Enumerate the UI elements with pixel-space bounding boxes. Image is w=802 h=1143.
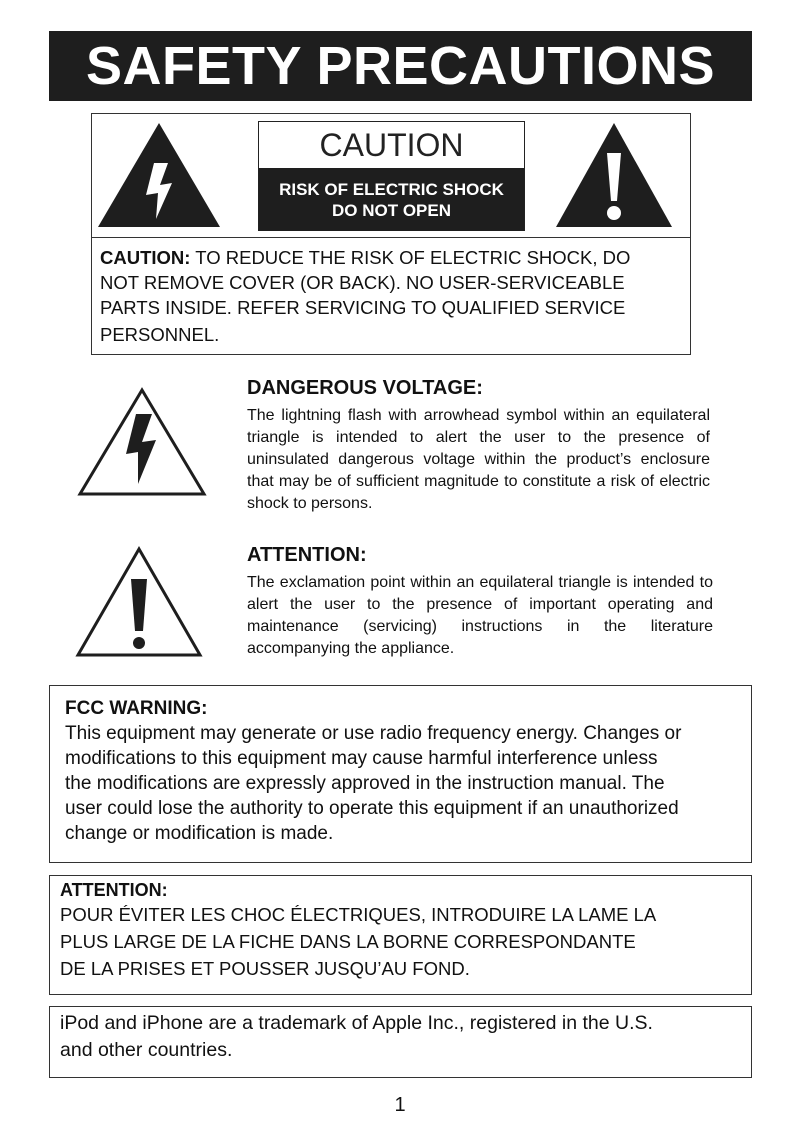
exclamation-outline-icon xyxy=(74,545,204,659)
fcc-line: This equipment may generate or use radio frequency energy. Changes or xyxy=(65,723,682,744)
attention-symbol-heading: ATTENTION: xyxy=(247,544,367,566)
caution-label-line1: RISK OF ELECTRIC SHOCK xyxy=(279,179,504,199)
attention-fr-heading: ATTENTION: xyxy=(60,880,168,900)
lightning-outline-icon xyxy=(76,386,208,498)
exclamation-warning-icon xyxy=(554,121,674,229)
caution-label-line2: DO NOT OPEN xyxy=(331,200,451,220)
lightning-warning-icon xyxy=(96,121,222,229)
fcc-heading: FCC WARNING: xyxy=(65,698,208,719)
trademark-notice xyxy=(60,1010,752,1064)
caution-notice-line-text: TO REDUCE THE RISK OF ELECTRIC SHOCK, DO xyxy=(190,247,631,268)
trademark-line: and other countries. xyxy=(60,1039,233,1061)
caution-notice-line xyxy=(100,245,700,270)
page-number: 1 xyxy=(394,1094,406,1116)
dangerous-voltage-heading: DANGEROUS VOLTAGE: xyxy=(247,377,483,399)
page-title-text: SAFETY PRECAUTIONS xyxy=(85,36,716,96)
caution-notice-line: PERSONNEL. xyxy=(100,324,220,345)
caution-notice-line: NOT REMOVE COVER (OR BACK). NO USER-SERVICEABLE xyxy=(100,272,625,293)
fcc-line: change or modification is made. xyxy=(65,823,334,844)
caution-label-warning xyxy=(259,168,524,231)
attention-fr-line: DE LA PRISES ET POUSSER JUSQU’AU FOND. xyxy=(60,958,470,979)
fcc-line: the modifications are expressly approved in the instruction manual. The xyxy=(65,773,665,794)
caution-notice-prefix: CAUTION: xyxy=(100,247,191,268)
caution-label xyxy=(258,121,525,231)
attention-fr-line: PLUS LARGE DE LA FICHE DANS LA BORNE CORRESPONDANTE xyxy=(60,931,636,952)
attention-symbol-text: The exclamation point within an equilateral triangle is intended to alert the user to the presence of important operating and maintenance (servicing) instructions in the literature accompanying the appliance. xyxy=(247,574,713,657)
attention-fr-line: POUR ÉVITER LES CHOC ÉLECTRIQUES, INTRODUIRE LA LAME LA xyxy=(60,904,657,925)
page-title xyxy=(49,31,752,101)
fcc-line: modifications to this equipment may cause harmful interference unless xyxy=(65,748,658,769)
attention-fr xyxy=(60,879,750,982)
fcc-line: user could lose the authority to operate this equipment if an unauthorized xyxy=(65,798,679,819)
caution-notice xyxy=(100,245,700,347)
dangerous-voltage-text: The lightning flash with arrowhead symbol within an equilateral triangle is intended to alert the user to the presence of uninsulated dangerous voltage within the product’s enclosure that may be of sufficient magnitude to constitute a risk of electric shock to persons. xyxy=(247,407,710,512)
caution-notice-line: PARTS INSIDE. REFER SERVICING TO QUALIFIED SERVICE xyxy=(100,297,626,318)
trademark-line: iPod and iPhone are a trademark of Apple Inc., registered in the U.S. xyxy=(60,1012,653,1034)
caution-label-title: CAUTION xyxy=(319,126,464,163)
fcc-warning xyxy=(65,697,755,846)
caution-divider xyxy=(91,237,691,238)
